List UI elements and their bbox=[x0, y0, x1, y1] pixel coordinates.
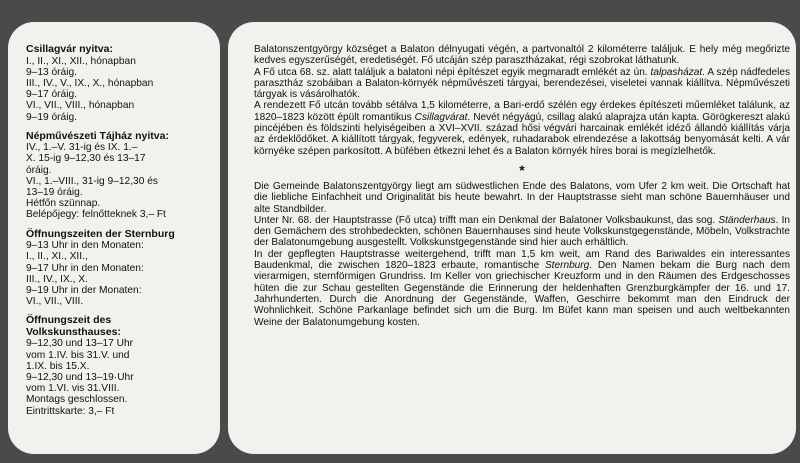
hours-line: Belépőjegy: felnőtteknek 3,– Ft bbox=[26, 209, 166, 221]
hours-line: Eintrittskarte: 3,– Ft bbox=[26, 405, 115, 417]
sternburg-hours bbox=[26, 229, 212, 308]
opening-hours-panel bbox=[8, 22, 220, 454]
hours-line: vom 1.VI. vis 31.VIII. bbox=[26, 383, 120, 395]
section-heading: Öffnungszeiten der Sternburg bbox=[26, 227, 175, 240]
hours-line: 1.IX. bis 15.X. bbox=[26, 360, 90, 372]
hours-line: 9–17 Uhr in den Monaten: bbox=[26, 262, 144, 274]
de-paragraph-1: Die Gemeinde Balatonszentgyörgy liegt am südwestlichen Ende des Balatons, vom Ufer 2 km weit. Die Ortschaft hat die liebliche Einfachheit und Originalität bis heute bewahrt. In der Hauptstrasse sieht man schöne Bauernhäuser und alte Standbilder. bbox=[254, 180, 790, 215]
hours-line: VI., VII., VIII. bbox=[26, 296, 84, 308]
text-span: . A szép nádfedeles parasztház szobáiban a Balaton-környék népművészeti tárgyai, berendezései, viseletei vannak kiállítva. Népművészeti tárgyak is vásárolhatók. bbox=[254, 66, 791, 101]
emphasis: Ständerhaus bbox=[718, 214, 776, 226]
de-paragraph-2 bbox=[254, 215, 790, 249]
hours-line: IV., 1.–V. 31-ig és IX. 1.– bbox=[26, 142, 138, 154]
hours-line: Montags geschlossen. bbox=[26, 394, 128, 406]
volkskunsthaus-hours bbox=[26, 315, 212, 416]
hours-line: 9–17 óráig. bbox=[26, 89, 77, 101]
hours-line: I., II., XI., XII., hónapban bbox=[26, 55, 136, 67]
de-paragraph-3 bbox=[254, 249, 790, 328]
hours-line: 9–12,30 und 13–17 Uhr bbox=[26, 338, 134, 350]
text-span: Unter Nr. 68. der Hauptstrasse (Fő utca) trifft man ein Denkmal der Balatoner Volksbaukunst, das sog. bbox=[254, 214, 716, 226]
hours-line: III., IV., IX., X. bbox=[26, 273, 88, 285]
hours-line: 9–13 Uhr in den Monaten: bbox=[26, 240, 144, 252]
hours-line: 9–19 Uhr in der Monaten: bbox=[26, 284, 142, 296]
section-heading: Népművészeti Tájház nyitva: bbox=[26, 129, 169, 142]
hu-paragraph-2 bbox=[254, 67, 790, 101]
hungarian-text bbox=[254, 44, 790, 157]
hours-line: I., II., XI., XII., bbox=[26, 251, 88, 263]
hours-line: Hétfőn szünnap. bbox=[26, 198, 101, 210]
emphasis: Sternburg bbox=[544, 260, 590, 272]
section-heading: Csillagvár nyitva: bbox=[26, 43, 113, 55]
text-span: In der gepflegten Hauptstrasse weitergehend, trifft man 1,5 km weit, am Rand des Bariwaldes ein interessantes Baudenkmal, die zwischen 1820–1823 erbaute, romantische bbox=[254, 248, 790, 272]
section-heading: Öffnungszeit des bbox=[26, 314, 112, 327]
hours-line: 9–12,30 und 13–19·Uhr bbox=[26, 371, 134, 383]
hours-line: 9–19 óráig. bbox=[26, 111, 77, 123]
text-span: . Nevét négyágú, csillag alakú alaprajza után kapta. Görögkereszt alakú pincéjében és földszinti helyiségeiben a XVI–XVII. század hősi végvári harcainak emlékét idéző állandó kiállítás várja az érdeklődőket. A kiállított tárgyak, fegyverek, edények, ruhadarabok elrendezése a lakottság benyomását kelti. A vár környéke szépen parkosított. A büfében étkezni lehet és a Balaton környék híres borai is megízlelhetők. bbox=[254, 111, 790, 157]
csillagvar-hours bbox=[26, 44, 212, 123]
hours-line: 13–19 óráig. bbox=[26, 187, 83, 199]
hours-line: X. 15-ig 9–12,30 és 13–17 bbox=[26, 153, 146, 165]
text-span: A Fő utca 68. sz. alatt találjuk a balatoni népi építészet egyik megmaradt emlékét az ún. bbox=[254, 66, 648, 78]
text-span: . In den Gemächern des strohbedeckten, schönen Bauernhauses sind heute Volkskunstgegenstände, Möbeln, Volkstrachte der Balatonumgebung ausgestellt. Volkskunstgegenstände sind hier auch erhältlich. bbox=[254, 214, 790, 249]
hu-paragraph-3 bbox=[254, 100, 790, 156]
hours-line: vom 1.IV. bis 31.V. und bbox=[26, 349, 130, 361]
hours-line: 9–13 óráig. bbox=[26, 66, 77, 78]
hu-paragraph-1: Balatonszentgyörgy községet a Balaton délnyugati végén, a partvonaltól 2 kilométerre találjuk. E hely még megőrizte kedves egyszerűségét, eredetiségét. Fő utcáján szép parasztházakat, régi szobrokat láthatunk. bbox=[254, 44, 790, 67]
emphasis: talpasházat bbox=[650, 66, 703, 78]
section-heading: Volkskunsthauses: bbox=[26, 325, 121, 338]
text-span: A rendezett Fő utcán tovább sétálva 1,5 kilométerre, a Bari-erdő szélén egy érdekes építészeti műemléket találunk, az 1820–1823 között épült romantikus bbox=[254, 100, 790, 123]
description-panel bbox=[228, 22, 796, 454]
hours-line: III., IV., V., IX., X., hónapban bbox=[26, 77, 154, 89]
tajhaz-hours bbox=[26, 131, 212, 221]
emphasis: Csillagvárat bbox=[414, 111, 468, 123]
text-span: . Den Namen bekam die Burg nach dem vierarmigen, sternförmigen Grundriss. Im Keller von griechischer Kreuzform und in den Räumen des Erdgeschosses hüten die zur Schau gestellten Gegenstände die Erinnerung der heldenhaften Grenzburgkämpfer der 16. und 17. Jahrhunderten. Durch die Anordnung der Gegenstände, Waffen, Geschirre bekommt man den Eindruck der Wohnlichkeit. Schöne Parkanlage befindet sich um die Burg. Im Büfet kann man speisen und auch weltbekannten Weine der Balatonumgebung kosten. bbox=[254, 260, 790, 328]
hours-line: VI., VII., VIII., hónapban bbox=[26, 100, 135, 112]
separator-star: * bbox=[519, 161, 525, 178]
hours-line: óráig. bbox=[26, 164, 52, 176]
hours-line: VI., 1.–VIII., 31-ig 9–12,30 és bbox=[26, 175, 158, 187]
german-text bbox=[254, 181, 790, 328]
